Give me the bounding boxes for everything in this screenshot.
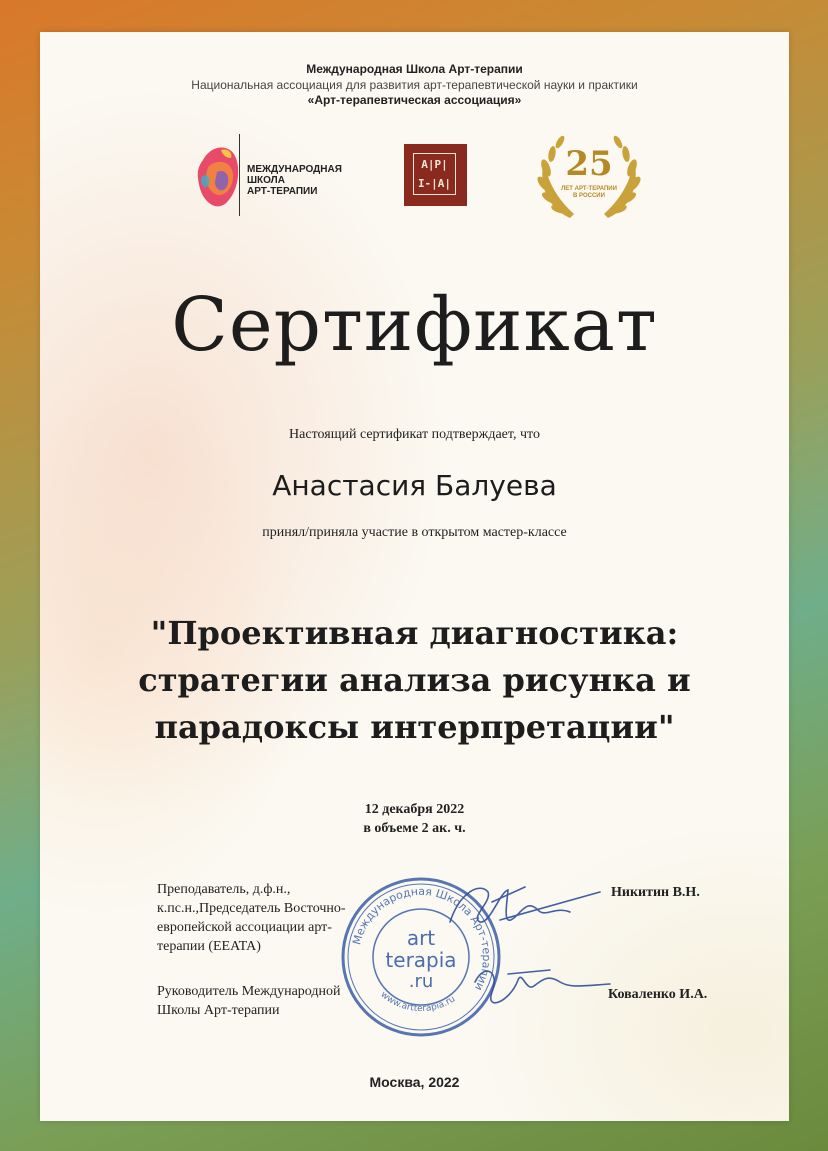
course-title (40, 610, 789, 751)
stamp-ring-text: Международная Школа Арт-терапии (350, 884, 494, 993)
city-year: Москва, 2022 (369, 1074, 460, 1090)
anniversary-text-line: В РОССИИ (573, 193, 605, 199)
school-logo-line: ШКОЛА (247, 175, 285, 186)
certificate-title: Сертификат (171, 282, 658, 368)
paint-splash-icon (195, 132, 245, 218)
teacher-position-line: к.пс.н.,Председатель Восточно- (157, 901, 346, 916)
teacher-position-line: европейской ассоциации арт- (157, 920, 332, 935)
anniversary-text (530, 186, 648, 200)
teacher-position-line: терапии (EEATA) (157, 939, 261, 954)
stamp-url-text: www.artterapia.ru (378, 989, 458, 1015)
school-logo-line: АРТ-ТЕРАПИИ (247, 186, 318, 197)
event-date: 12 декабря 2022 (364, 802, 465, 817)
head-name: Коваленко И.А. (608, 987, 708, 1002)
school-logo (195, 132, 370, 218)
logo-divider (239, 134, 240, 216)
stamp-center-3: .ru (408, 971, 434, 992)
org-association: Национальная ассоциация для развития арт-терапевтической науки и практики (191, 78, 638, 92)
stamp-center-1: art (406, 926, 436, 950)
apia-logo (404, 144, 467, 206)
anniversary-text-line: ЛЕТ АРТ-ТЕРАПИИ (561, 186, 617, 192)
certificate-sheet (40, 32, 789, 1121)
confirm-text: Настоящий сертификат подтверждает, что (289, 427, 540, 442)
recipient-name: Анастасия Балуева (272, 469, 557, 502)
org-name: Международная Школа Арт-терапии (306, 62, 523, 76)
head-position-line: Руководитель Международной (157, 984, 341, 999)
org-association-short: «Арт-терапевтическая ассоциация» (307, 93, 522, 107)
anniversary-number: 25 (565, 144, 613, 184)
participation-text: принял/приняла участие в открытом мастер-классе (262, 525, 567, 540)
course-title-line: "Проективная диагностика: (150, 614, 679, 652)
event-volume: в объеме 2 ак. ч. (363, 821, 466, 836)
anniversary-logo (530, 130, 648, 225)
apia-logo-row: I-|A| (417, 177, 452, 190)
school-logo-line: МЕЖДУНАРОДНАЯ (247, 164, 342, 175)
school-logo-label (247, 164, 367, 197)
head-position-line: Школы Арт-терапии (157, 1003, 280, 1018)
signatures-icon (430, 862, 620, 1042)
teacher-position-line: Преподаватель, д.ф.н., (157, 882, 291, 897)
course-title-line: стратегии анализа рисунка и (138, 661, 691, 699)
course-title-line: парадоксы интерпретации" (154, 708, 675, 746)
event-details (40, 800, 789, 838)
teacher-name: Никитин В.Н. (611, 885, 700, 900)
apia-logo-row: A|P| (421, 158, 448, 171)
stamp-center-2: terapia (385, 948, 457, 972)
